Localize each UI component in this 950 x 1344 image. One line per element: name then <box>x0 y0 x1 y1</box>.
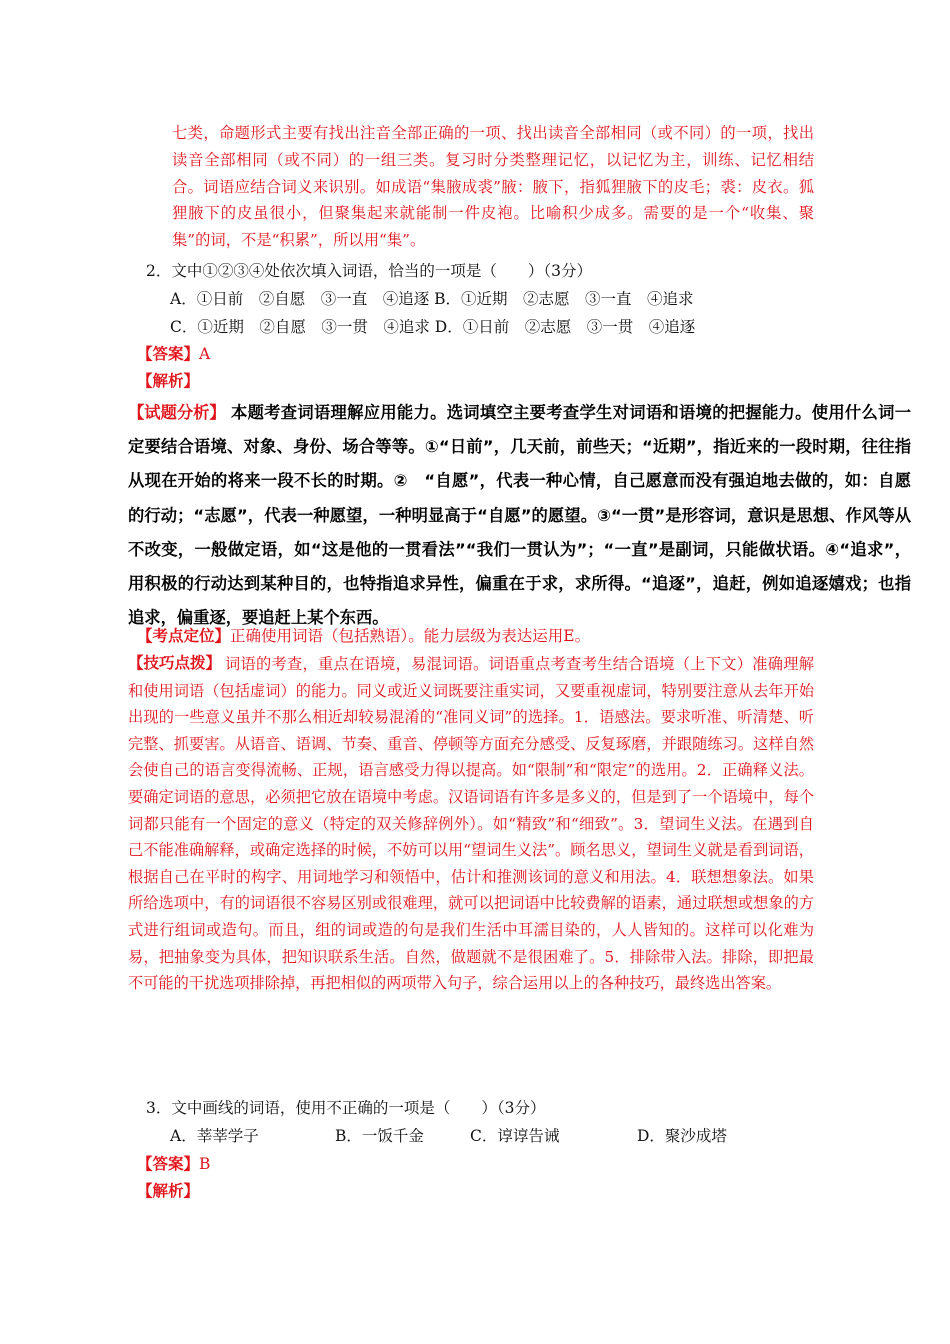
knowledge-point-text: 正确使用词语（包括熟语）。能力层级为表达运用E。 <box>230 627 591 645</box>
question-3-option-c: C．谆谆告诫 <box>470 1127 560 1145</box>
tip-label: 【技巧点拨】 <box>128 653 222 672</box>
question-2-options-row-2: C．①近期 ②自愿 ③一贯 ④追求 D．①日前 ②志愿 ③一贯 ④追逐 <box>170 318 696 336</box>
question-2-analysis-label: 【解析】 <box>137 371 200 390</box>
question-2-stem: 2．文中①②③④处依次填入词语，恰当的一项是（ ）（3分） <box>146 262 592 280</box>
question-3-option-d: D．聚沙成塔 <box>637 1127 727 1145</box>
answer-value: B <box>199 1155 211 1173</box>
answer-label: 【答案】 <box>137 1154 200 1173</box>
question-2-answer <box>137 341 210 367</box>
question-3-analysis-label: 【解析】 <box>137 1181 200 1200</box>
answer-label: 【答案】 <box>137 344 200 363</box>
test-analysis-label: 【试题分析】 <box>128 403 226 422</box>
tip-paragraph: 词语的考查，重点在语境，易混词语。词语重点考查考生结合语境（上下文）准确理解和使用词语（包括虚词）的能力。同义或近义词既要注重实词，又要重视虚词，特别要注意从去年开始出现的一些意义虽并不那么相近却较易混淆的“准同义词”的选择。1．语感法。要求听准、听清楚、听完整、抓要害。从语音、语调、节奏、重音、停顿等方面充分感受、反复琢磨，并跟随练习。这样自然会使自己的语言变得流畅、正规，语言感受力得以提高。如“限制”和“限定”的选用。2．正确释义法。要确定词语的意思，必须把它放在语境中考虑。汉语词语有许多是多义的，但是到了一个语境中，每个词都只能有一个固定的意义（特定的双关修辞例外）。如“精致”和“细致”。3．望词生义法。在遇到自己不能准确解释，或确定选择的时候，不妨可以用“望词生义法”。顾名思义，望词生义就是看到词语，根据自己在平时的构字、用词地学习和领悟中，估计和推测该词的意义和用法。4．联想想象法。如果所给选项中，有的词语很不容易区别或很难理，就可以把词语中比较费解的语素，通过联想或想象的方式进行组词或造句。而且，组的词或造的句是我们生活中耳濡目染的，人人皆知的。这样可以化难为易，把抽象变为具体，把知识联系生活。自然，做题就不是很困难了。5．排除带入法。排除，即把最不可能的干扰选项排除掉，再把相似的两项带入句子，综合运用以上的各种技巧，最终选出答案。 <box>128 655 814 993</box>
question-3-option-b: B．一饭千金 <box>335 1127 424 1145</box>
question-3-stem: 3．文中画线的词语，使用不正确的一项是（ ）（3分） <box>146 1099 546 1117</box>
test-analysis-text: 本题考查词语理解应用能力。选词填空主要考查学生对词语和语境的把握能力。使用什么词一定要结合语境、对象、身份、场合等等。①“日前”，几天前，前些天；“近期”，指近来的一段时期，往往指从现在开始的将来一段不长的时期。② “自愿”，代表一种心情，自己愿意而没有强迫地去做的，如：自愿的行动；“志愿”，代表一种愿望，一种明显高于“自愿”的愿望。③“一贯”是形容词，意识是思想、作风等从不改变，一般做定语，如“这是他的一贯看法”“我们一贯认为”；“一直”是副词，只能做状语。④“追求”，用积极的行动达到某种目的，也特指追求异性，偏重在于求，求所得。“追逐”，追赶，例如追逐嬉戏；也指追求，偏重逐，要追赶上某个东西。 <box>128 403 911 628</box>
knowledge-point-label: 【考点定位】 <box>137 626 231 645</box>
knowledge-point <box>137 623 590 649</box>
question-2-options-row-1: A．①日前 ②自愿 ③一直 ④追逐 B．①近期 ②志愿 ③一直 ④追求 <box>170 290 694 308</box>
answer-value: A <box>199 345 211 363</box>
intro-paragraph: 七类，命题形式主要有找出注音全部正确的一项、找出读音全部相同（或不同）的一项，找出读音全部相同（或不同）的一组三类。复习时分类整理记忆，以记忆为主，训练、记忆相结合。词语应结合词义来识别。如成语“集腋成裘”腋：腋下，指狐狸腋下的皮毛；裘：皮衣。狐狸腋下的皮虽很小，但聚集起来就能制一件皮袍。比喻积少成多。需要的是一个“收集、聚集”的词，不是“积累”，所以用“集”。 <box>172 124 814 250</box>
question-3-answer <box>137 1151 210 1177</box>
question-3-option-a: A．莘莘学子 <box>170 1127 259 1145</box>
